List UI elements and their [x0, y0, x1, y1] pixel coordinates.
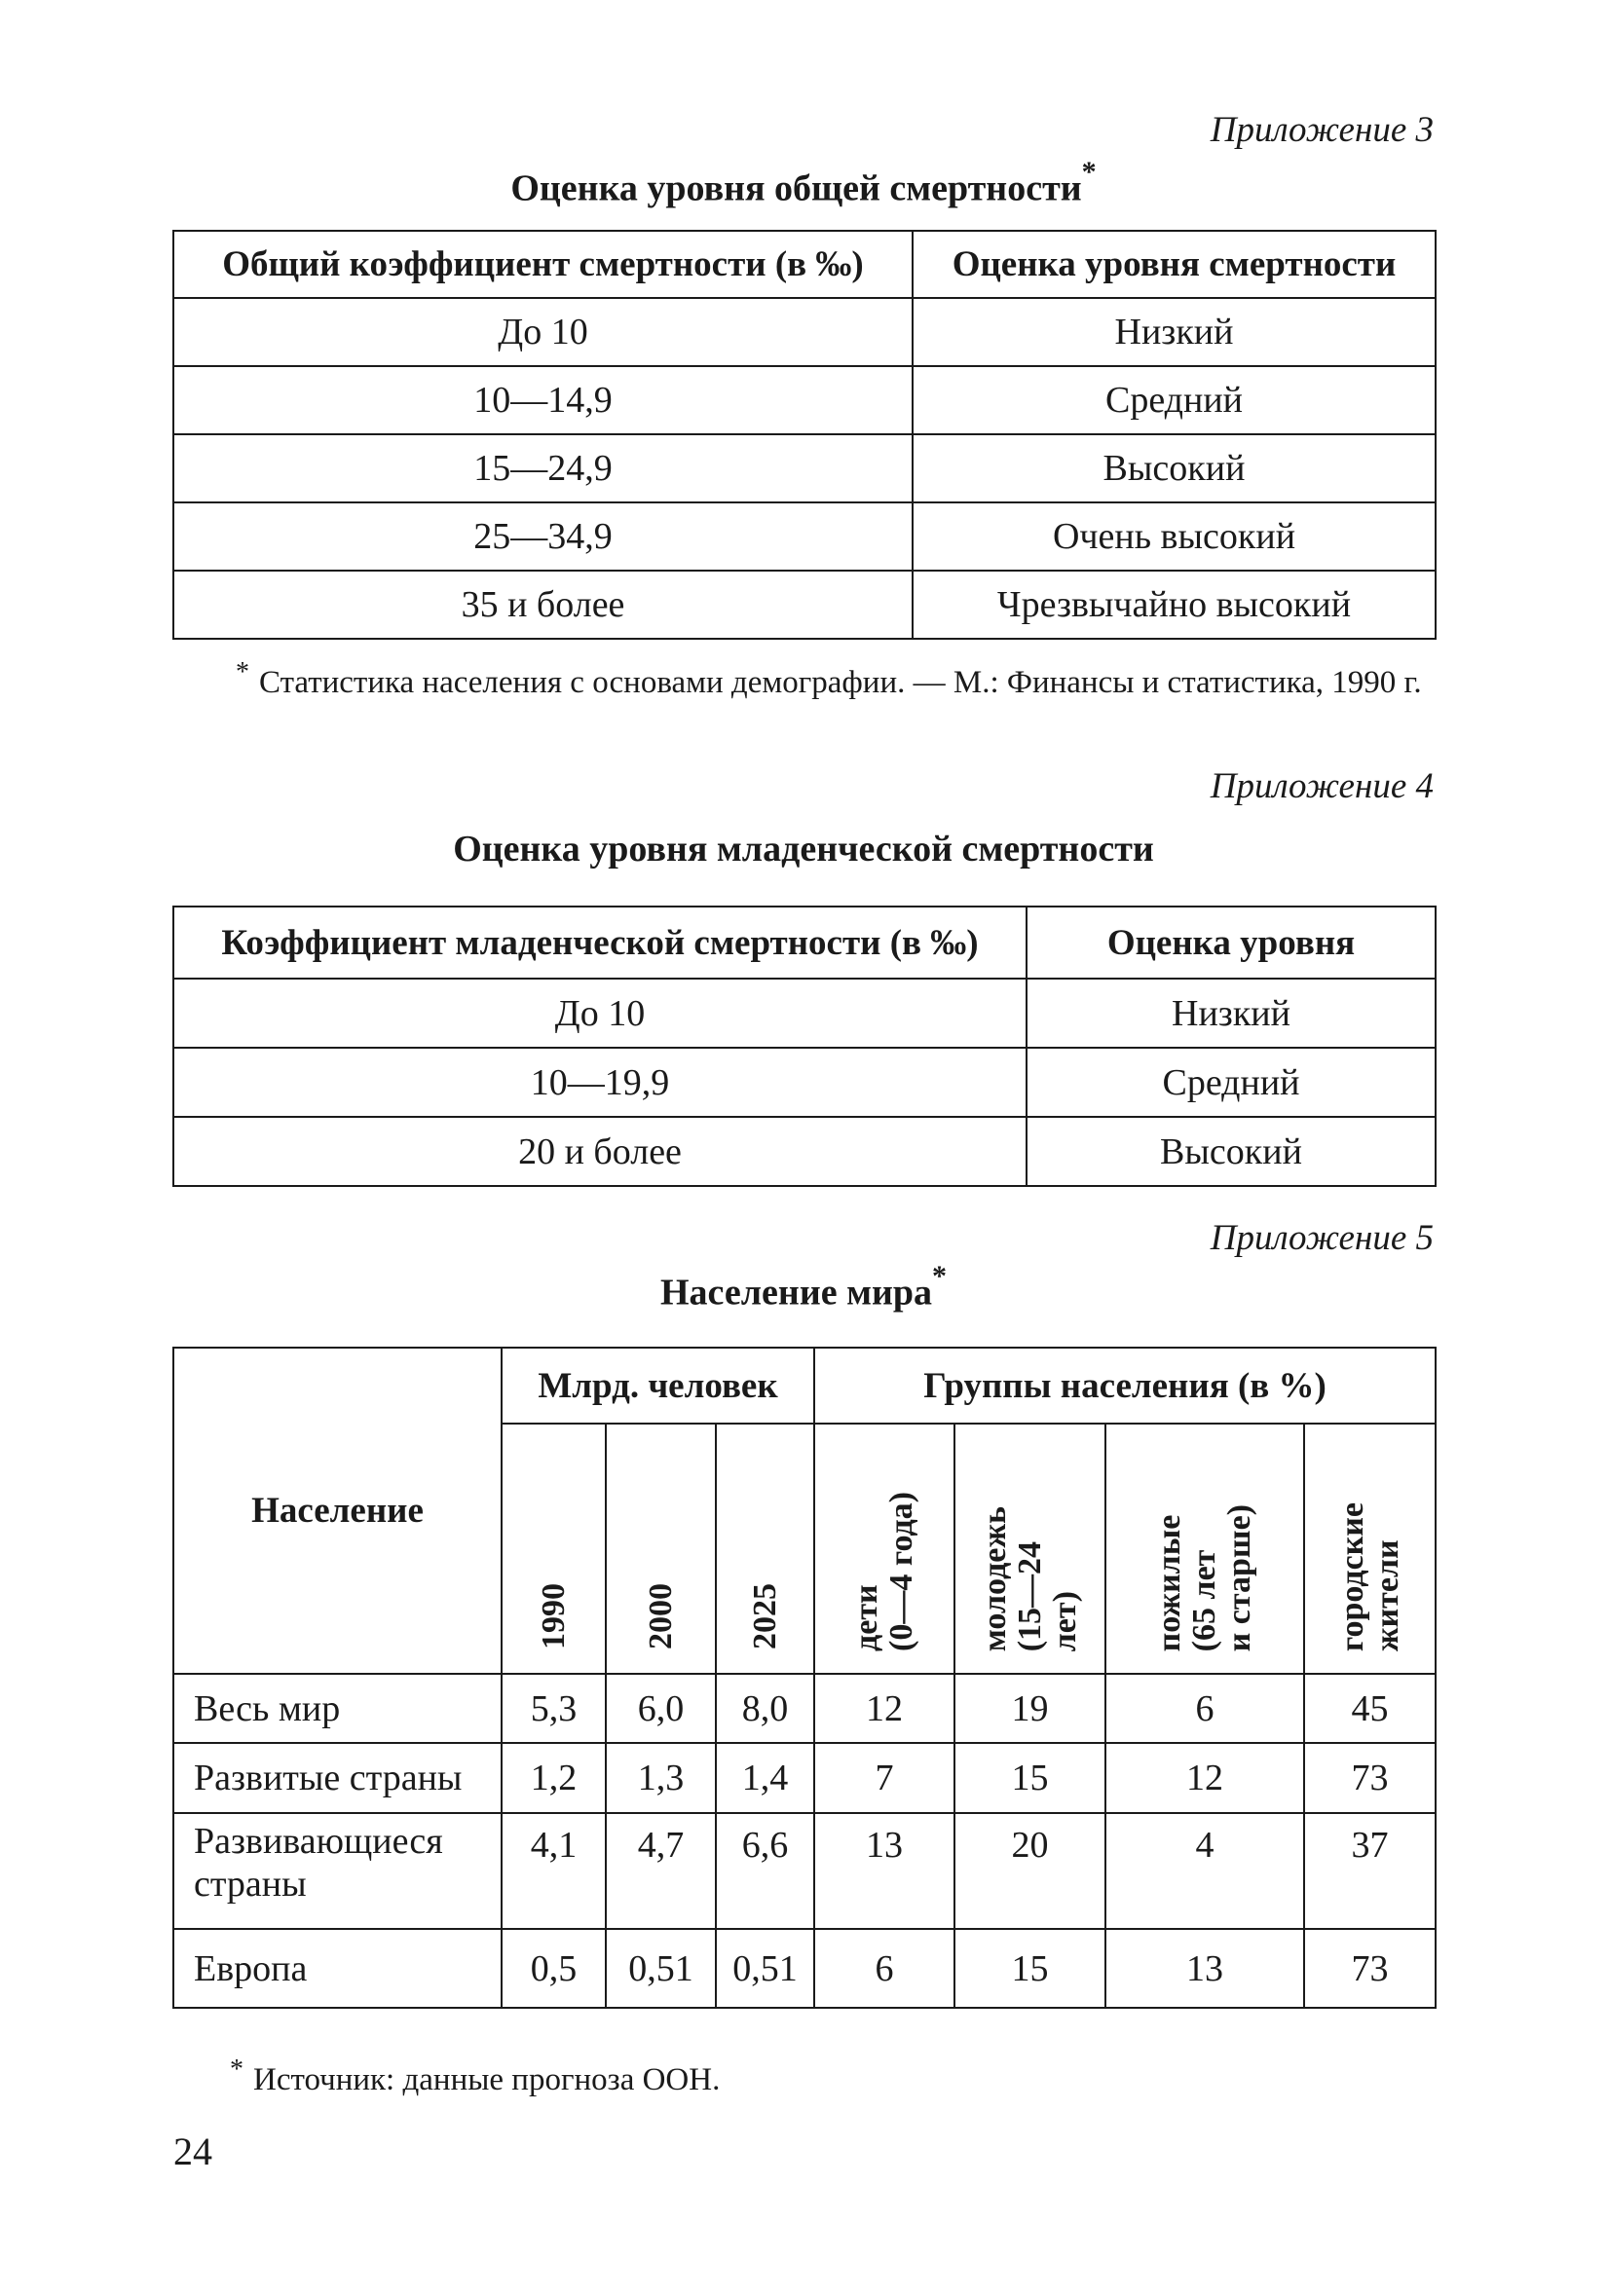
year-label: 1990 — [535, 1583, 572, 1649]
mortality-header-rate: Общий коэффициент смертности (в ‰) — [173, 231, 913, 298]
year-1990-header — [502, 1424, 606, 1674]
table-cell: 45 — [1304, 1674, 1436, 1743]
table-cell: 37 — [1304, 1813, 1436, 1929]
appendix-3-label: Приложение 3 — [1210, 110, 1434, 150]
table-cell: 4,7 — [606, 1813, 716, 1929]
group-label: молодежь (15—24 лет) — [976, 1505, 1083, 1651]
table-row — [173, 1674, 1436, 1743]
table-cell: До 10 — [173, 979, 1027, 1048]
table-cell: Высокий — [913, 434, 1436, 502]
table-cell: 0,5 — [502, 1929, 606, 2008]
table-cell: 19 — [954, 1674, 1105, 1743]
table-cell: 6 — [814, 1929, 954, 2008]
table-cell: 12 — [814, 1674, 954, 1743]
table-cell: 10—14,9 — [173, 366, 913, 434]
table-cell: 73 — [1304, 1929, 1436, 2008]
footnote-mark: * — [230, 2055, 243, 2085]
footnote-mark: * — [236, 657, 249, 687]
table-cell: 6 — [1105, 1674, 1304, 1743]
table-row — [173, 434, 1436, 502]
row-name-cell: Европа — [173, 1929, 502, 2008]
row-name-cell: Развивающиеся страны — [173, 1813, 502, 1929]
footnote-text: Источник: данные прогноза ООН. — [253, 2062, 721, 2097]
table-row — [173, 502, 1436, 571]
table-cell: Очень высокий — [913, 502, 1436, 571]
table-cell: 4,1 — [502, 1813, 606, 1929]
infant-header-level: Оценка уровня — [1027, 907, 1436, 979]
table-row — [173, 1929, 1436, 2008]
table-cell: 1,3 — [606, 1743, 716, 1813]
appendix-3-title-text: Оценка уровня общей смертности — [510, 167, 1082, 209]
table-cell: 12 — [1105, 1743, 1304, 1813]
table-row — [173, 298, 1436, 366]
group-children-header — [814, 1424, 954, 1674]
table-row — [173, 1743, 1436, 1813]
table-cell: 5,3 — [502, 1674, 606, 1743]
table-cell: 0,51 — [716, 1929, 814, 2008]
group-label: городские жители — [1333, 1501, 1405, 1651]
appendix-4-label: Приложение 4 — [1210, 766, 1434, 806]
table-row — [173, 571, 1436, 639]
row-name-cell: Весь мир — [173, 1674, 502, 1743]
table-cell: 1,2 — [502, 1743, 606, 1813]
table-row — [173, 366, 1436, 434]
group-label: пожилые (65 лет и старше) — [1151, 1503, 1257, 1651]
table-cell: 0,51 — [606, 1929, 716, 2008]
table-row — [173, 1813, 1436, 1929]
billions-header: Млрд. человек — [502, 1348, 814, 1424]
table-cell: 15 — [954, 1929, 1105, 2008]
table-row — [173, 1048, 1436, 1117]
table-cell: 15 — [954, 1743, 1105, 1813]
group-urban-header — [1304, 1424, 1436, 1674]
group-youth-header — [954, 1424, 1105, 1674]
table-cell: 20 и более — [173, 1117, 1027, 1186]
year-label: 2000 — [642, 1583, 679, 1649]
table-cell: 10—19,9 — [173, 1048, 1027, 1117]
appendix-3-footnote — [173, 657, 1439, 705]
appendix-3-title — [0, 156, 1607, 210]
table-row — [173, 1117, 1436, 1186]
table-cell: 35 и более — [173, 571, 913, 639]
appendix-5-title-text: Население мира — [659, 1272, 932, 1314]
table-cell: Низкий — [913, 298, 1436, 366]
infant-header-rate: Коэффициент младенческой смертности (в ‰) — [173, 907, 1027, 979]
appendix-4-title: Оценка уровня младенческой смертности — [453, 829, 1154, 870]
group-label: дети (0—4 года) — [848, 1492, 919, 1651]
appendix-5-label: Приложение 5 — [1210, 1218, 1434, 1258]
groups-header: Группы населения (в %) — [814, 1348, 1436, 1424]
table-cell: 20 — [954, 1813, 1105, 1929]
appendix-5-title — [0, 1260, 1607, 1315]
table-cell: Низкий — [1027, 979, 1436, 1048]
footnote-text: Статистика населения с основами демографии. — М.: Финансы и статистика, 1990 г. — [259, 665, 1422, 700]
year-2025-header — [716, 1424, 814, 1674]
table-cell: 15—24,9 — [173, 434, 913, 502]
appendix-5-footnote — [230, 2055, 1496, 2102]
table-cell: 6,6 — [716, 1813, 814, 1929]
table-cell: Средний — [913, 366, 1436, 434]
appendix-5-title-footnote-mark: * — [932, 1260, 947, 1292]
population-header: Население — [173, 1348, 502, 1674]
table-cell: 6,0 — [606, 1674, 716, 1743]
table-cell: 13 — [1105, 1929, 1304, 2008]
mortality-header-level: Оценка уровня смертности — [913, 231, 1436, 298]
page-number: 24 — [173, 2129, 212, 2173]
infant-mortality-table — [172, 906, 1437, 1187]
year-2000-header — [606, 1424, 716, 1674]
appendix-3-title-footnote-mark: * — [1081, 156, 1097, 188]
world-population-table — [172, 1347, 1437, 2009]
table-cell: Средний — [1027, 1048, 1436, 1117]
group-elderly-header — [1105, 1424, 1304, 1674]
mortality-table — [172, 230, 1437, 640]
table-cell: 7 — [814, 1743, 954, 1813]
table-cell: Высокий — [1027, 1117, 1436, 1186]
table-cell: 13 — [814, 1813, 954, 1929]
row-name-cell: Развитые страны — [173, 1743, 502, 1813]
table-cell: 25—34,9 — [173, 502, 913, 571]
year-label: 2025 — [746, 1583, 783, 1649]
table-cell: 73 — [1304, 1743, 1436, 1813]
table-cell: 1,4 — [716, 1743, 814, 1813]
table-cell: До 10 — [173, 298, 913, 366]
table-cell: 8,0 — [716, 1674, 814, 1743]
table-cell: Чрезвычайно высокий — [913, 571, 1436, 639]
table-cell: 4 — [1105, 1813, 1304, 1929]
table-row — [173, 979, 1436, 1048]
